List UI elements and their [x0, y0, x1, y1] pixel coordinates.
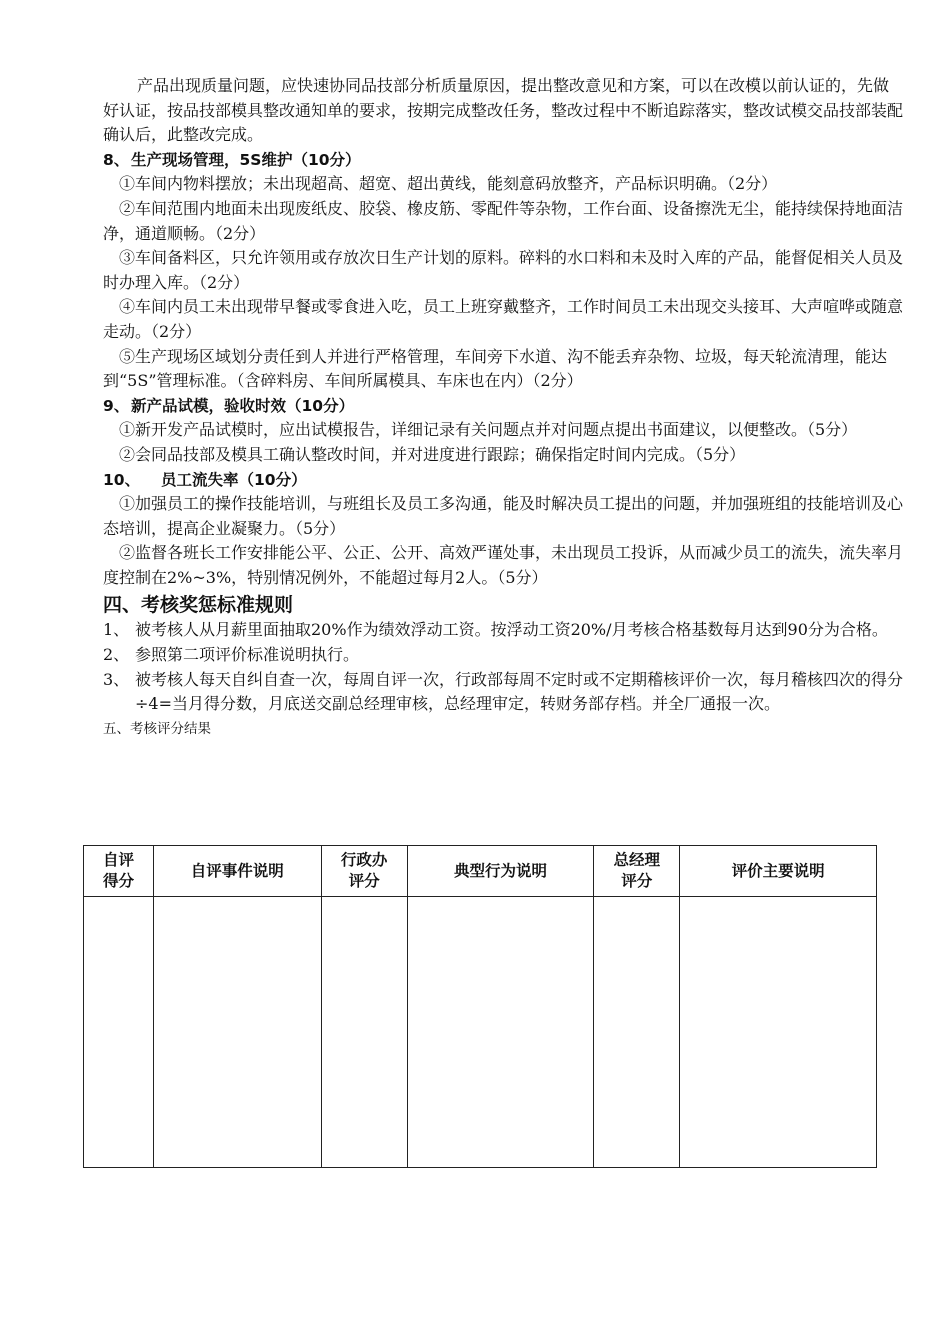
- section-9-title: 新产品试模，验收时效（10分）: [131, 396, 355, 415]
- section-10-title: 员工流失率（10分）: [161, 470, 307, 489]
- section-10-number: 10、: [103, 470, 141, 489]
- section-8-number: 8、: [103, 150, 130, 169]
- section-8-item: ⑤生产现场区域划分责任到人并进行严格管理，车间旁下水道、沟不能丢弃杂物、垃圾，每天轮流清理，能达到“5S”管理标准。（含碎料房、车间所属模具、车床也在内）（2分）: [103, 346, 888, 391]
- score-table-header-row: [84, 846, 877, 897]
- rule-text: 被考核人每天自纠自查一次，每周自评一次，行政部每周不定时或不定期稽核评价一次，每月稽核四次的得分÷4=当月得分数，月底送交副总经理审核，总经理审定，转财务部存档。并全厂通报一次。: [135, 669, 904, 714]
- section-9-item: ②会同品技部及模具工确认整改时间，并对进度进行跟踪；确保指定时间内完成。（5分）: [119, 444, 746, 464]
- section-10-item: ②监督各班长工作安排能公平、公正、公开、高效严谨处事，未出现员工投诉，从而减少员工的流失，流失率月度控制在2%~3%，特别情况例外，不能超过每月2人。（5分）: [103, 543, 904, 587]
- section-10-item: ①加强员工的操作技能培训，与班组长及员工多沟通，能及时解决员工提出的问题，并加强班组的技能培训及心态培训，提高企业凝聚力。（5分）: [103, 494, 904, 538]
- rule-item: [103, 618, 903, 643]
- rule-number: 3、: [103, 669, 130, 689]
- header-self-score: 自评 得分: [84, 846, 154, 897]
- document-body: [103, 74, 903, 739]
- rule-number: 2、: [103, 645, 130, 665]
- header-gm-score: 总经理 评分: [594, 846, 680, 897]
- section-5-title: 五、考核评分结果: [103, 720, 211, 737]
- header-typical-behavior: 典型行为说明: [407, 846, 594, 897]
- rule-number: 1、: [103, 620, 130, 640]
- section-8-item: ④车间内员工未出现带早餐或零食进入吃，员工上班穿戴整齐，工作时间员工未出现交头接耳、大声喧哗或随意走动。（2分）: [103, 297, 904, 341]
- section-8-heading: [103, 148, 903, 173]
- cell-admin-score[interactable]: [321, 897, 407, 1168]
- section-9-number: 9、: [103, 396, 130, 415]
- section-8-item: ②车间范围内地面未出现废纸皮、胶袋、橡皮筋、零配件等杂物，工作台面、设备擦洗无尘，能持续保持地面洁净，通道顺畅。（2分）: [103, 198, 904, 243]
- section-10-heading: [103, 468, 903, 493]
- section-8-title: 生产现场管理，5S维护（10分）: [131, 150, 361, 169]
- rule-text: 被考核人从月薪里面抽取20%作为绩效浮动工资。按浮动工资20%/月考核合格基数每月达到90分为合格。: [135, 620, 888, 640]
- cell-main-comment[interactable]: [680, 897, 877, 1168]
- section-9-heading: [103, 394, 903, 419]
- section-8-item: ③车间备料区，只允许领用或存放次日生产计划的原料。碎料的水口料和未及时入库的产品，能督促相关人员及时办理入库。（2分）: [103, 248, 904, 292]
- score-table: [83, 845, 877, 1168]
- intro-paragraph: 产品出现质量问题，应快速协同品技部分析质量原因，提出整改意见和方案，可以在改模以前认证的，先做好认证，按品技部模具整改通知单的要求，按期完成整改任务，整改过程中不断追踪落实，整改试模交品技部装配确认后，此整改完成。: [103, 76, 904, 145]
- section-4-title: 四、考核奖惩标准规则: [103, 594, 294, 617]
- header-admin-score: 行政办 评分: [321, 846, 407, 897]
- cell-self-score[interactable]: [84, 897, 154, 1168]
- cell-typical-behavior[interactable]: [407, 897, 594, 1168]
- header-main-comment: 评价主要说明: [680, 846, 877, 897]
- section-8-item: ①车间内物料摆放；未出现超高、超宽、超出黄线，能刻意码放整齐，产品标识明确。（2分）: [119, 174, 778, 194]
- score-table-row: [84, 897, 877, 1168]
- rule-item: [103, 643, 903, 668]
- section-9-item: ①新开发产品试模时，应出试模报告，详细记录有关问题点并对问题点提出书面建议，以便整改。（5分）: [119, 420, 858, 440]
- rule-item: [103, 668, 903, 717]
- rule-text: 参照第二项评价标准说明执行。: [135, 645, 360, 665]
- cell-self-event[interactable]: [153, 897, 321, 1168]
- cell-gm-score[interactable]: [594, 897, 680, 1168]
- header-self-event: 自评事件说明: [153, 846, 321, 897]
